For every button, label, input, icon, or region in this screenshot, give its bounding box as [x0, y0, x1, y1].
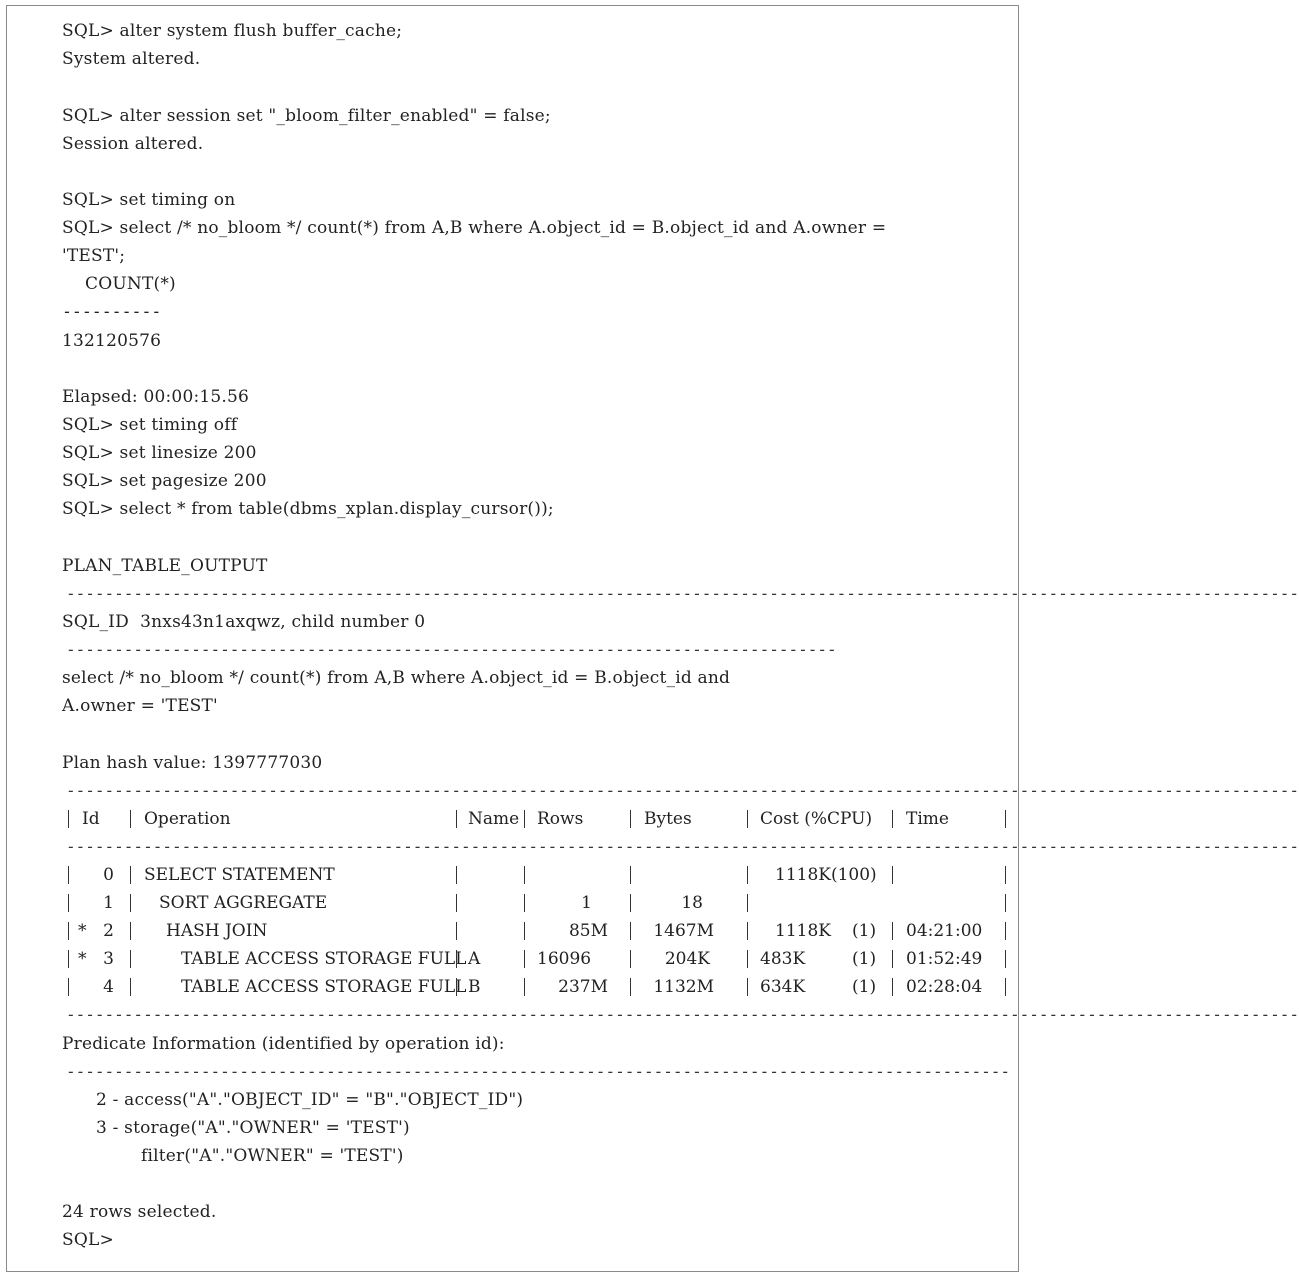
cell-bytes: 204K [664, 949, 710, 969]
sql-command: SQL> set timing off [62, 415, 238, 435]
sql-command: SQL> select * from table(dbms_xplan.display_cursor()); [62, 499, 554, 519]
sql-command: SQL> alter system flush buffer_cache; [62, 21, 403, 41]
rows-selected: 24 rows selected. [62, 1202, 217, 1222]
header-id: Id [82, 809, 100, 829]
query-result: 132120576 [62, 331, 162, 351]
cell-name: B [468, 977, 481, 997]
plan-table-output-label: PLAN_TABLE_OUTPUT [62, 556, 268, 576]
cell-rows: 1 [581, 893, 592, 913]
cell-star: * [78, 921, 87, 941]
cell-cpu: (1) [852, 949, 877, 969]
cell-id: 2 [103, 921, 114, 941]
sql-id-line: SQL_ID 3nxs43n1axqwz, child number 0 [62, 612, 426, 632]
cell-operation: HASH JOIN [166, 921, 268, 941]
cell-cost: 634K [760, 977, 806, 997]
table-bottom-border: -------------------------------------------------------------------------------------------------------------------------------- [66, 1005, 1299, 1024]
cell-operation: TABLE ACCESS STORAGE FULL [181, 977, 467, 997]
sql-command-continued: 'TEST'; [62, 246, 126, 266]
sql-command: SQL> set linesize 200 [62, 443, 257, 463]
cell-operation: TABLE ACCESS STORAGE FULL [181, 949, 467, 969]
header-cost: Cost (%CPU) [760, 809, 873, 829]
sql-prompt: SQL> [62, 1230, 114, 1250]
cell-bytes: 18 [681, 893, 703, 913]
cell-rows: 16096 [537, 949, 592, 969]
plan-hash-value: Plan hash value: 1397777030 [62, 753, 323, 773]
cell-rows: 237M [558, 977, 608, 997]
cell-operation: SORT AGGREGATE [159, 893, 328, 913]
cell-operation: SELECT STATEMENT [144, 865, 335, 885]
predicate-line: 3 - storage("A"."OWNER" = 'TEST') [96, 1118, 410, 1138]
cell-star: * [78, 949, 87, 969]
header-name: Name [468, 809, 520, 829]
table-header-separator: -------------------------------------------------------------------------------------------------------------------------------- [66, 837, 1299, 856]
table-top-border: -------------------------------------------------------------------------------------------------------------------------------- [66, 781, 1299, 800]
elapsed-time: Elapsed: 00:00:15.56 [62, 387, 250, 407]
cell-time: 01:52:49 [906, 949, 983, 969]
cell-id: 0 [103, 865, 114, 885]
sql-command: SQL> alter session set "_bloom_filter_enabled" = false; [62, 106, 551, 126]
header-operation: Operation [144, 809, 231, 829]
cell-bytes: 1132M [653, 977, 714, 997]
sql-text-continued: A.owner = 'TEST' [62, 696, 218, 716]
column-header: COUNT(*) [85, 274, 176, 294]
separator-line: -------------------------------------------------------------------------------- [66, 640, 837, 659]
predicate-line: 2 - access("A"."OBJECT_ID" = "B"."OBJECT_ID") [96, 1090, 524, 1110]
sql-command: SQL> select /* no_bloom */ count(*) from A,B where A.object_id = B.object_id and A.owner = [62, 218, 887, 238]
cell-cpu: (1) [852, 977, 877, 997]
column-underline: ---------- [62, 302, 162, 321]
header-time: Time [906, 809, 949, 829]
separator-line: -------------------------------------------------------------------------------------------------------------------------------- [66, 584, 1299, 603]
cell-cost: 1118K [775, 921, 831, 941]
cell-cost: 483K [760, 949, 806, 969]
output-line: System altered. [62, 49, 201, 69]
cell-cpu: (1) [852, 921, 877, 941]
cell-cost: 1118K(100) [775, 865, 877, 885]
cell-rows: 85M [568, 921, 608, 941]
predicate-info-title: Predicate Information (identified by operation id): [62, 1034, 505, 1054]
sql-command: SQL> set pagesize 200 [62, 471, 267, 491]
cell-time: 02:28:04 [906, 977, 983, 997]
cell-name: A [468, 949, 481, 969]
cell-id: 3 [103, 949, 114, 969]
sql-command: SQL> set timing on [62, 190, 236, 210]
cell-id: 1 [103, 893, 114, 913]
predicate-line: filter("A"."OWNER" = 'TEST') [141, 1146, 404, 1166]
header-bytes: Bytes [644, 809, 692, 829]
cell-time: 04:21:00 [906, 921, 983, 941]
sql-text: select /* no_bloom */ count(*) from A,B where A.object_id = B.object_id and [62, 668, 731, 688]
cell-bytes: 1467M [653, 921, 714, 941]
header-rows: Rows [537, 809, 584, 829]
output-line: Session altered. [62, 134, 204, 154]
cell-id: 4 [103, 977, 114, 997]
separator-line: -------------------------------------------------------------------------------------------------- [66, 1062, 1011, 1081]
